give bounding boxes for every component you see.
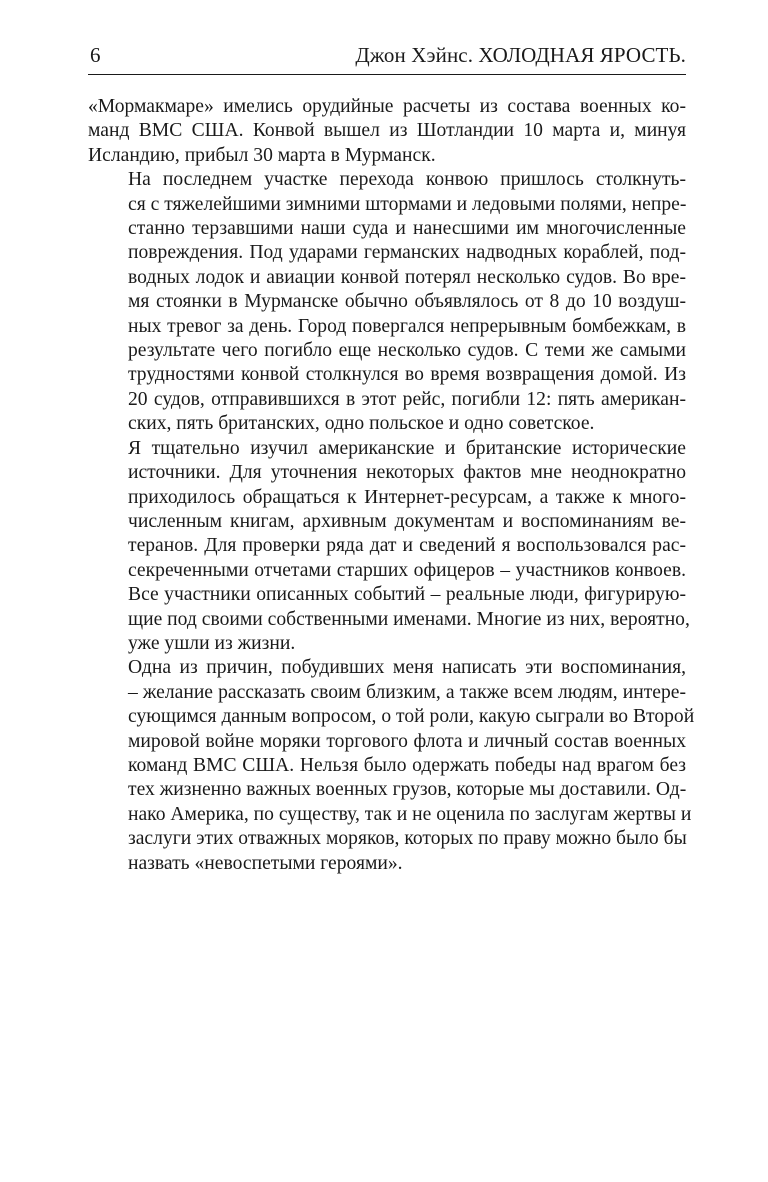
text-line: источники. Для уточнения некоторых фактов мне неоднократно (128, 462, 686, 484)
text-line: сующимся данным вопросом, о той роли, какую сыграли во Второй (128, 706, 695, 728)
text-line: щие под своими собственными именами. Многие из них, вероятно, (128, 608, 690, 630)
text-line: Одна из причин, побудивших меня написать эти воспоминания, (128, 657, 686, 679)
running-title: Джон Хэйнс. ХОЛОДНАЯ ЯРОСТЬ. (355, 43, 686, 67)
page-number: 6 (90, 43, 101, 67)
text-line: заслуги этих отважных моряков, которых по праву можно было бы (128, 828, 687, 850)
text-line: результате чего погибло еще несколько судов. С теми же самыми (128, 340, 686, 362)
text-line: приходилось обращаться к Интернет-ресурсам, а также к много- (128, 486, 686, 508)
text-line: мя стоянки в Мурманске обычно объявлялось от 8 до 10 воздуш- (128, 291, 686, 313)
text-line: станно терзавшими наши суда и нанесшими им многочисленные (128, 218, 686, 240)
text-line: «Мормакмаре» имелись орудийные расчеты из состава военных ко- (88, 96, 686, 117)
paragraph-4 (88, 656, 695, 876)
text-line: ся с тяжелейшими зимними штормами и ледовыми полями, непре- (128, 193, 687, 215)
text-line: На последнем участке перехода конвою пришлось столкнуть- (128, 169, 686, 191)
text-line: Все участники описанных событий – реальные люди, фигурирую- (128, 584, 686, 606)
text-line: 20 судов, отправившихся в этот рейс, погибли 12: пять американ- (128, 388, 686, 410)
text-line: – желание рассказать своим близким, а также всем людям, интере- (128, 681, 686, 703)
text-line: ных тревог за день. Город повергался непрерывным бомбежкам, в (128, 315, 686, 337)
text-line: нако Америка, по существу, так и не оценила по заслугам жертвы и (128, 803, 692, 825)
text-line: команд ВМС США. Нельзя было одержать победы над врагом без (128, 754, 686, 776)
text-line: ских, пять британских, одно польское и одно советское. (128, 413, 595, 435)
text-line: теранов. Для проверки ряда дат и сведений я воспользовался рас- (128, 535, 686, 557)
paragraph-1 (88, 95, 686, 168)
text-line: тех жизненно важных военных грузов, которые мы доставили. Од- (128, 779, 687, 801)
paragraph-3 (88, 437, 690, 657)
book-page (88, 40, 695, 876)
text-line: повреждения. Под ударами германских надводных кораблей, под- (128, 242, 686, 264)
text-line: мировой войне моряки торгового флота и личный состав военных (128, 730, 686, 752)
text-line: численным книгам, архивным документам и воспоминаниям ве- (128, 510, 686, 532)
text-line: уже ушли из жизни. (128, 632, 296, 654)
text-line: водных лодок и авиации конвой потерял несколько судов. Во вре- (128, 266, 686, 288)
text-line: трудностями конвой столкнулся во время возвращения домой. Из (128, 364, 686, 386)
running-header (88, 40, 686, 75)
body-text (88, 95, 695, 876)
text-line: манд ВМС США. Конвой вышел из Шотландии 10 марта и, минуя (88, 120, 686, 142)
text-line: назвать «невоспетыми героями». (128, 852, 403, 874)
text-line: Я тщательно изучил американские и британские исторические (128, 437, 686, 459)
text-line: секреченными отчетами старших офицеров – участников конвоев. (128, 559, 686, 581)
text-line: Исландию, прибыл 30 марта в Мурманск. (88, 144, 436, 166)
paragraph-2 (88, 168, 686, 436)
